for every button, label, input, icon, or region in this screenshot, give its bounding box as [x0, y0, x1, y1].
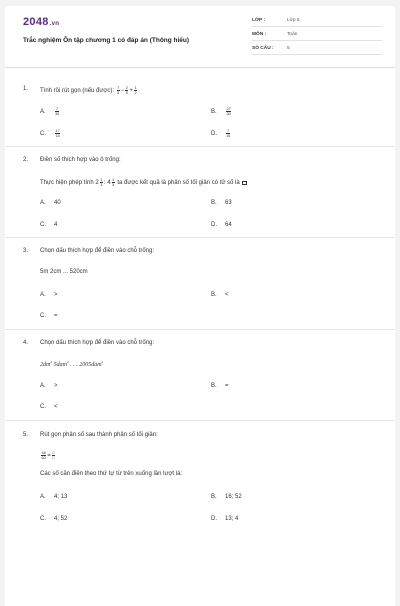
- numerator-blank[interactable]: □: [52, 451, 55, 455]
- fraction: [125, 86, 128, 95]
- fraction: [55, 129, 60, 138]
- answer-option-b[interactable]: [211, 107, 232, 116]
- answer-blank-box[interactable]: [242, 181, 247, 185]
- meta-value: 5: [287, 46, 290, 51]
- logo-suffix: .vn: [49, 21, 60, 27]
- answer-option-c[interactable]: [40, 404, 58, 410]
- meta-count: [252, 44, 382, 55]
- meta-key: SỐ CÂU :: [252, 46, 274, 51]
- question-text: Rút gọn phân số sau thành phân số tối giản:: [40, 432, 158, 438]
- term: 5dam: [53, 362, 67, 368]
- question-number: 2.: [23, 157, 29, 163]
- option-letter: B.: [211, 200, 217, 206]
- answer-option-c[interactable]: [40, 129, 61, 138]
- answer-option-a[interactable]: [40, 200, 61, 206]
- answer-option-b[interactable]: [211, 383, 229, 389]
- answer-blank-fraction[interactable]: [52, 451, 55, 460]
- denominator: 5: [125, 91, 128, 95]
- denominator: 15: [55, 134, 60, 138]
- meta-key: LỚP :: [252, 18, 266, 23]
- fraction: [226, 129, 230, 138]
- option-value: <: [225, 292, 229, 298]
- question-5-equation: [40, 451, 56, 460]
- meta-value: Lớp 5: [287, 18, 300, 23]
- denominator: 15: [226, 134, 231, 138]
- term: . . . 2005dam: [70, 362, 102, 368]
- option-value: >: [54, 383, 58, 389]
- option-value: =: [54, 313, 58, 319]
- option-value: 13; 4: [225, 516, 239, 522]
- option-letter: B.: [211, 494, 217, 500]
- fraction: [100, 178, 103, 187]
- denominator: 3: [117, 91, 120, 95]
- option-letter: C.: [40, 516, 46, 522]
- denominator: 2: [134, 91, 137, 95]
- denominator-blank[interactable]: □: [52, 456, 55, 460]
- denominator: 3: [100, 183, 103, 187]
- option-letter: A.: [40, 292, 46, 298]
- fraction: [112, 178, 115, 187]
- option-value: 4; 52: [54, 516, 68, 522]
- divider: [5, 420, 395, 421]
- option-value: >: [54, 292, 58, 298]
- answer-option-c[interactable]: [40, 222, 57, 228]
- answer-option-a[interactable]: [40, 107, 60, 116]
- question-5-statement: Các số cần điền theo thứ tự từ trên xuống lần lượt là:: [40, 471, 183, 477]
- equals-sign: =: [47, 453, 51, 460]
- option-value: 40: [54, 200, 61, 206]
- answer-option-c[interactable]: [40, 313, 58, 319]
- question-number: 4.: [23, 340, 29, 346]
- option-letter: A.: [40, 383, 46, 389]
- option-value: =: [225, 383, 229, 389]
- denominator: 30: [226, 112, 231, 116]
- answer-option-d[interactable]: [211, 516, 238, 522]
- mixed-whole: 2: [95, 180, 99, 187]
- option-letter: D.: [211, 516, 217, 522]
- question-number: 3.: [23, 248, 29, 254]
- fraction: [134, 86, 137, 95]
- exponent: 2: [50, 360, 53, 364]
- logo-text: 2048: [23, 16, 49, 28]
- numerator: 2: [125, 86, 128, 90]
- option-letter: A.: [40, 200, 46, 206]
- question-text: Chọn dấu thích hợp để điền vào chỗ trống:: [40, 248, 155, 254]
- operator: −: [120, 88, 125, 95]
- answer-option-b[interactable]: [211, 292, 229, 298]
- term: 2dm: [40, 362, 51, 368]
- document-header: [5, 6, 395, 68]
- option-letter: D.: [211, 222, 217, 228]
- answer-option-d[interactable]: [211, 222, 232, 228]
- option-letter: A.: [40, 109, 46, 116]
- fraction: [55, 107, 59, 116]
- meta-key: MÔN :: [252, 32, 267, 37]
- question-prompt: Tính rồi rút gọn (nếu được):: [40, 88, 114, 95]
- numerator: 1: [134, 86, 137, 90]
- meta-subject: [252, 30, 382, 41]
- numerator: 27: [226, 107, 231, 111]
- option-letter: C.: [40, 131, 46, 138]
- numerator: 7: [56, 107, 59, 111]
- statement-text: Thực hiện phép tính: [40, 180, 94, 187]
- option-letter: A.: [40, 494, 46, 500]
- mixed-whole: 4: [107, 180, 111, 187]
- option-value: 4: [54, 222, 58, 228]
- question-text: [40, 86, 138, 95]
- denominator: 3: [112, 183, 115, 187]
- question-2-statement: Thực hiện phép tính 2 $\frac{1}{3}$ : 4 $\frac{1}{3}$ ta được kết quả là phân số tối giản có tử số là: [40, 178, 247, 187]
- answer-option-a[interactable]: [40, 292, 58, 298]
- option-letter: C.: [40, 404, 46, 410]
- answer-option-d[interactable]: [211, 129, 231, 138]
- option-value: <: [54, 404, 58, 410]
- option-letter: C.: [40, 313, 46, 319]
- option-value: 63: [225, 200, 232, 206]
- site-logo[interactable]: [23, 16, 59, 28]
- numerator: 7: [227, 129, 230, 133]
- answer-option-b[interactable]: [211, 494, 242, 500]
- option-value: 16; 52: [225, 494, 242, 500]
- option-value: 4; 13: [54, 494, 68, 500]
- question-number: 5.: [23, 432, 29, 438]
- document-page: [5, 6, 395, 606]
- operator: +: [129, 88, 133, 95]
- answer-option-a[interactable]: [40, 494, 67, 500]
- option-value: 64: [225, 222, 232, 228]
- option-letter: B.: [211, 292, 217, 298]
- divider: [5, 146, 395, 147]
- question-3-statement: 5m 2cm ... 520cm: [40, 269, 88, 275]
- exponent: 2: [101, 360, 104, 364]
- divider: [5, 237, 395, 238]
- option-letter: B.: [211, 109, 217, 116]
- question-text: Chọn dấu thích hợp để điền vào chỗ trống:: [40, 340, 155, 346]
- answer-option-c[interactable]: [40, 516, 67, 522]
- meta-class: [252, 16, 382, 27]
- exponent: 2: [66, 360, 69, 364]
- fraction: [41, 451, 46, 460]
- fraction: [226, 107, 231, 116]
- statement-text: ta được kết quả là phân số tối giản có tử số là: [117, 180, 240, 187]
- denominator: 60: [41, 456, 46, 460]
- option-letter: D.: [211, 131, 217, 138]
- question-text: Điền số thích hợp vào ô trống:: [40, 157, 121, 163]
- numerator: 48: [41, 451, 46, 455]
- denominator: 30: [55, 112, 60, 116]
- question-4-statement: [40, 360, 103, 368]
- answer-option-b[interactable]: [211, 200, 232, 206]
- numerator: 17: [55, 129, 60, 133]
- option-letter: B.: [211, 383, 217, 389]
- question-number: 1.: [23, 86, 29, 92]
- divider: [5, 329, 395, 330]
- meta-value: Toán: [287, 32, 298, 37]
- page-title: Trắc nghiệm Ôn tập chương 1 có đáp án (Thông hiểu): [23, 37, 190, 44]
- answer-option-a[interactable]: [40, 383, 58, 389]
- numerator: 1: [100, 178, 103, 182]
- fraction: [117, 86, 120, 95]
- numerator: 1: [112, 178, 115, 182]
- numerator: 7: [117, 86, 120, 90]
- option-letter: C.: [40, 222, 46, 228]
